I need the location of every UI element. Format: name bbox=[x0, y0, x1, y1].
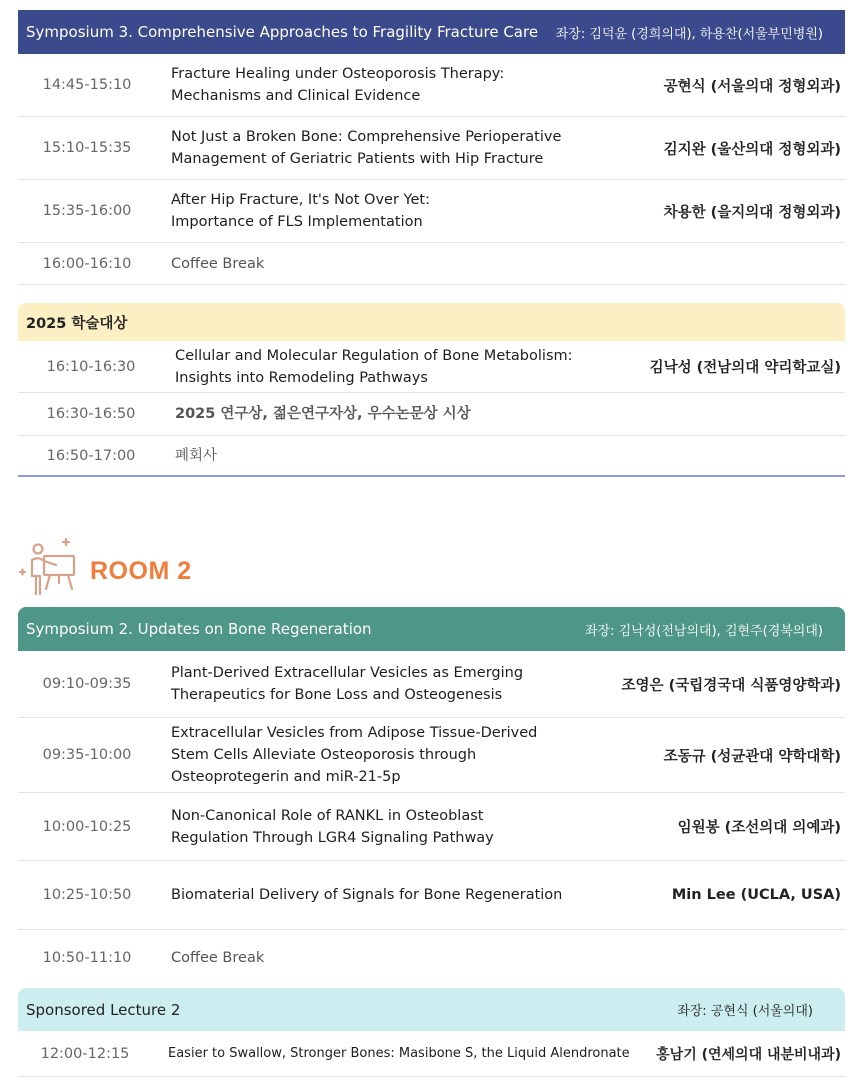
session-title: Easier to Swallow, Stronger Bones: Masibone S, the Liquid Alendronate bbox=[168, 1045, 630, 1061]
session-title bbox=[154, 662, 622, 706]
program-row bbox=[18, 393, 845, 436]
sponsored-lecture-header bbox=[18, 988, 845, 1031]
session-time: 10:25-10:50 bbox=[42, 887, 132, 903]
program-row bbox=[18, 930, 845, 985]
sponsored-lecture-title: Sponsored Lecture 2 bbox=[26, 1000, 181, 1019]
symposium-3-section bbox=[18, 10, 845, 285]
program-row bbox=[18, 180, 845, 243]
session-title bbox=[154, 63, 664, 107]
session-title-line: Mechanisms and Clinical Evidence bbox=[171, 88, 421, 104]
room-2-label: ROOM 2 bbox=[90, 556, 192, 585]
session-title-line: Not Just a Broken Bone: Comprehensive Perioperative bbox=[171, 129, 562, 145]
session-title-line: Importance of FLS Implementation bbox=[171, 214, 423, 230]
session-time: 09:35-10:00 bbox=[42, 747, 132, 763]
session-title-line: Osteoprotegerin and miR-21-5p bbox=[171, 769, 401, 785]
award-title: 2025 학술대상 bbox=[26, 315, 128, 332]
award-header bbox=[18, 303, 845, 341]
symposium-3-header bbox=[18, 10, 845, 54]
award-section bbox=[18, 303, 845, 477]
symposium-3-title: Symposium 3. Comprehensive Approaches to Fragility Fracture Care bbox=[26, 23, 539, 41]
session-title-line: Fracture Healing under Osteoporosis Therapy: bbox=[171, 66, 505, 82]
session-title: Coffee Break bbox=[171, 949, 265, 966]
program-row bbox=[18, 117, 845, 180]
session-title-line: Stem Cells Alleviate Osteoporosis through bbox=[171, 747, 477, 763]
session-title bbox=[158, 345, 650, 389]
session-time: 10:00-10:25 bbox=[42, 818, 132, 835]
session-speaker: 김낙성 (전남의대 약리학교실) bbox=[649, 360, 841, 376]
sponsored-lecture-section bbox=[18, 988, 845, 1077]
program-row bbox=[18, 793, 845, 861]
program-row bbox=[18, 651, 845, 718]
program-row bbox=[18, 54, 845, 117]
session-title-line: Therapeutics for Bone Loss and Osteogenesis bbox=[171, 687, 503, 703]
session-title-line: Extracellular Vesicles from Adipose Tissue-Derived bbox=[171, 725, 538, 741]
symposium-2-chair: 좌장: 김낙성(전남의대), 김현주(경북의대) bbox=[585, 623, 823, 639]
session-title-line: Plant-Derived Extracellular Vesicles as Emerging bbox=[171, 665, 524, 681]
session-time: 16:50-17:00 bbox=[46, 447, 136, 464]
session-speaker: 김지완 (울산의대 정형외과) bbox=[663, 141, 841, 158]
session-speaker: 공현식 (서울의대 정형외과) bbox=[663, 78, 841, 95]
session-title-line: Regulation Through LGR4 Signaling Pathway bbox=[171, 829, 494, 846]
symposium-2-header bbox=[18, 607, 845, 651]
session-time: 10:50-11:10 bbox=[42, 949, 132, 966]
session-title bbox=[154, 805, 678, 849]
symposium-2-title: Symposium 2. Updates on Bone Regeneration bbox=[26, 620, 372, 638]
program-row bbox=[18, 243, 845, 285]
session-time: 15:10-15:35 bbox=[42, 140, 132, 156]
session-title-line: Insights into Remodeling Pathways bbox=[175, 369, 428, 386]
session-time: 15:35-16:00 bbox=[42, 203, 132, 219]
program-row bbox=[18, 718, 845, 793]
session-title: 폐회사 bbox=[175, 447, 218, 464]
session-title-line: Non-Canonical Role of RANKL in Osteoblast bbox=[171, 807, 484, 824]
session-time: 16:10-16:30 bbox=[46, 358, 136, 375]
session-title bbox=[154, 126, 664, 170]
symposium-3-chair: 좌장: 김덕윤 (경희의대), 하용찬(서울부민병원) bbox=[555, 26, 823, 42]
sponsored-lecture-chair: 좌장: 공현식 (서울의대) bbox=[677, 1004, 813, 1019]
program-row bbox=[18, 341, 845, 393]
session-speaker: 조영은 (국립경국대 식품영양학과) bbox=[621, 677, 841, 694]
session-title-line: After Hip Fracture, It's Not Over Yet: bbox=[171, 192, 430, 208]
presenter-icon bbox=[18, 538, 82, 604]
program-row bbox=[18, 436, 845, 477]
session-speaker: 조동규 (성균관대 약학대학) bbox=[663, 748, 841, 765]
session-title-line: Management of Geriatric Patients with Hip Fracture bbox=[171, 151, 544, 167]
session-time: 16:30-16:50 bbox=[46, 406, 136, 422]
session-title bbox=[154, 189, 664, 233]
session-title: 2025 연구상, 젊은연구자상, 우수논문상 시상 bbox=[175, 406, 471, 422]
session-time: 12:00-12:15 bbox=[40, 1045, 130, 1062]
symposium-2-section bbox=[18, 607, 845, 985]
session-title: Coffee Break bbox=[171, 255, 265, 272]
session-speaker: Min Lee (UCLA, USA) bbox=[671, 887, 841, 903]
session-title: Biomaterial Delivery of Signals for Bone Regeneration bbox=[171, 887, 563, 903]
program-row bbox=[18, 1031, 845, 1077]
program-row bbox=[18, 861, 845, 930]
room-2-heading bbox=[18, 538, 192, 604]
session-time: 09:10-09:35 bbox=[42, 676, 132, 692]
session-title bbox=[154, 722, 664, 788]
session-time: 16:00-16:10 bbox=[42, 255, 132, 272]
session-speaker: 차용한 (을지의대 정형외과) bbox=[663, 204, 841, 221]
session-time: 14:45-15:10 bbox=[42, 77, 132, 93]
session-speaker: 임원봉 (조선의대 의예과) bbox=[677, 820, 841, 836]
session-speaker: 홍남기 (연세의대 내분비내과) bbox=[656, 1046, 841, 1063]
session-title-line: Cellular and Molecular Regulation of Bone Metabolism: bbox=[175, 347, 573, 364]
